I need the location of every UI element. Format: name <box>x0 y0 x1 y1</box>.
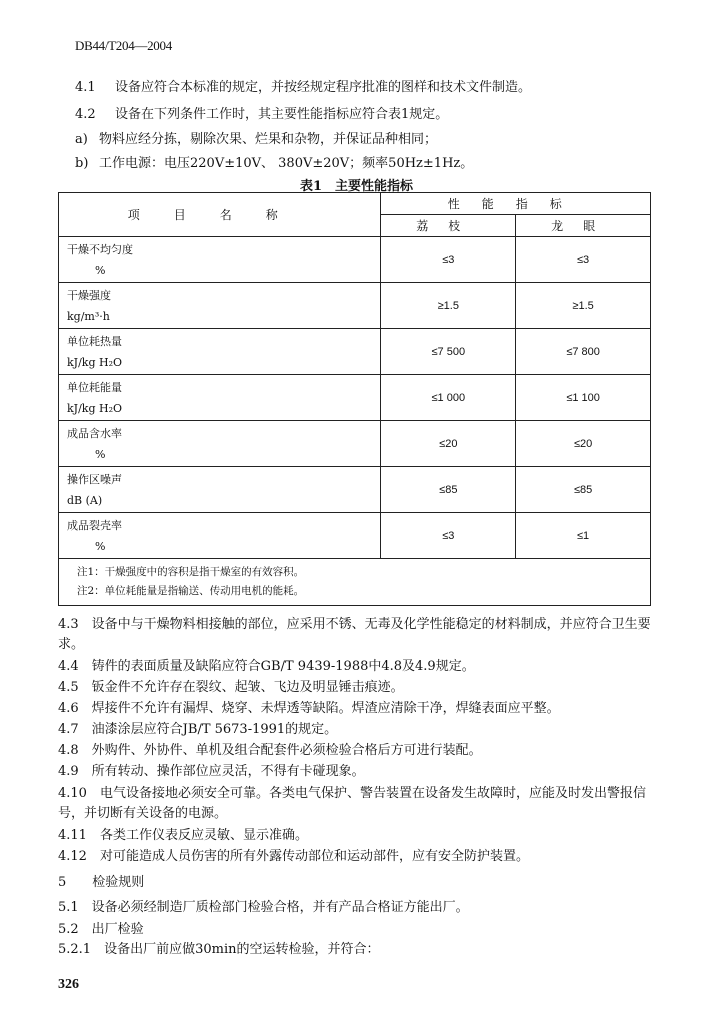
row-name-cell <box>59 467 381 513</box>
indicator-unit: % <box>95 447 106 461</box>
paragraph-4-11: 4.11 各类工作仪表反应灵敏、显示准确。 <box>58 828 308 843</box>
paragraph-4-4: 4.4 铸件的表面质量及缺陷应符合GB/T 9439-1988中4.8及4.9规定。 <box>58 659 475 674</box>
indicator-name: 干燥不均匀度 <box>67 242 133 256</box>
indicator-name: 单位耗能量 <box>67 380 122 394</box>
row-name-cell <box>59 283 381 329</box>
paragraph-4-5: 4.5 钣金件不允许存在裂纹、起皱、飞边及明显锤击痕迹。 <box>58 680 404 695</box>
clause-text: 设备应符合本标准的规定，并按经规定程序批准的图样和技术文件制造。 <box>115 80 532 95</box>
longan-value: ≥1.5 <box>516 283 651 329</box>
page-number: 326 <box>58 977 79 992</box>
paragraph-4-9: 4.9 所有转动、操作部位应灵活，不得有卡碰现象。 <box>58 764 365 779</box>
row-name-cell <box>59 421 381 467</box>
lychee-value: ≤1 000 <box>381 375 516 421</box>
indicator-name: 单位耗热量 <box>67 334 122 348</box>
item-text: 工作电源：电压220V±10V、 380V±20V；频率50Hz±1Hz。 <box>99 156 474 171</box>
performance-table <box>58 192 651 606</box>
lychee-value: ≤20 <box>381 421 516 467</box>
paragraph-4-7: 4.7 油漆涂层应符合JB/T 5673-1991的规定。 <box>58 722 338 737</box>
condition-a <box>75 131 437 149</box>
paragraph-4-8: 4.8 外购件、外协件、单机及组合配套件必须检验合格后方可进行装配。 <box>58 743 482 758</box>
indicator-unit: % <box>95 539 106 553</box>
clause-number: 4.1 <box>75 80 96 95</box>
header-longan: 龙眼 <box>516 215 651 237</box>
header-lychee: 荔枝 <box>381 215 516 237</box>
lychee-value: ≥1.5 <box>381 283 516 329</box>
clause-text: 设备在下列条件工作时，其主要性能指标应符合表1规定。 <box>115 107 449 122</box>
lychee-value: ≤7 500 <box>381 329 516 375</box>
longan-value: ≤1 100 <box>516 375 651 421</box>
indicator-name: 成品裂壳率 <box>67 518 122 532</box>
table-row <box>59 421 651 467</box>
paragraph-4-10-line-1: 4.10 电气设备接地必须安全可靠。各类电气保护、警告装置在设备发生故障时，应能及时发出警报信 <box>58 786 646 801</box>
table-row <box>59 283 651 329</box>
longan-value: ≤3 <box>516 237 651 283</box>
indicator-name: 操作区噪声 <box>67 472 122 486</box>
paragraph-4-1 <box>75 79 531 97</box>
item-label: b) <box>75 156 89 171</box>
longan-value: ≤20 <box>516 421 651 467</box>
paragraph-5-1: 5.1 设备必须经制造厂质检部门检验合格，并有产品合格证方能出厂。 <box>58 900 469 915</box>
item-text: 物料应经分拣，剔除次果、烂果和杂物，并保证品种相同； <box>99 132 438 147</box>
table-note-1: 注1：干燥强度中的容积是指干燥室的有效容积。 <box>77 566 305 578</box>
table-row <box>59 237 651 283</box>
document-code: DB44/T204—2004 <box>75 38 172 53</box>
clause-number: 4.2 <box>75 107 96 122</box>
row-name-cell <box>59 237 381 283</box>
header-item-name: 项目名称 <box>59 193 381 237</box>
header-performance: 性能指标 <box>381 193 651 215</box>
paragraph-4-10-line-2: 号，并切断有关设备的电源。 <box>58 806 228 821</box>
paragraph-5-2: 5.2 出厂检验 <box>58 922 144 937</box>
indicator-unit: kJ/kg H₂O <box>67 401 123 415</box>
section-5-heading: 5 检验规则 <box>58 875 145 890</box>
table-row <box>59 467 651 513</box>
paragraph-4-12: 4.12 对可能造成人员伤害的所有外露传动部位和运动部件，应有安全防护装置。 <box>58 849 529 864</box>
lychee-value: ≤3 <box>381 237 516 283</box>
indicator-unit: kg/m³·h <box>67 309 110 323</box>
table-notes <box>59 559 651 606</box>
row-name-cell <box>59 329 381 375</box>
condition-b <box>75 155 473 173</box>
indicator-name: 干燥强度 <box>67 288 111 302</box>
paragraph-4-3-line-1: 4.3 设备中与干燥物料相接触的部位，应采用不锈、无毒及化学性能稳定的材料制成，并应符合卫生要 <box>58 617 651 632</box>
indicator-unit: dB (A) <box>67 493 103 507</box>
row-name-cell <box>59 513 381 559</box>
longan-value: ≤1 <box>516 513 651 559</box>
paragraph-4-3-line-2: 求。 <box>58 637 85 652</box>
row-name-cell <box>59 375 381 421</box>
indicator-name: 成品含水率 <box>67 426 122 440</box>
table-caption: 表1 主要性能指标 <box>299 179 414 194</box>
paragraph-4-2 <box>75 106 448 124</box>
paragraph-4-6: 4.6 焊接件不允许有漏焊、烧穿、未焊透等缺陷。焊渣应清除干净，焊缝表面应平整。 <box>58 701 560 716</box>
paragraph-5-2-1: 5.2.1 设备出厂前应做30min的空运转检验，并符合： <box>58 942 380 957</box>
longan-value: ≤85 <box>516 467 651 513</box>
table-row <box>59 513 651 559</box>
lychee-value: ≤85 <box>381 467 516 513</box>
longan-value: ≤7 800 <box>516 329 651 375</box>
indicator-unit: kJ/kg H₂O <box>67 355 123 369</box>
indicator-unit: % <box>95 263 106 277</box>
table-row <box>59 375 651 421</box>
table-note-2: 注2：单位耗能量是指输送、传动用电机的能耗。 <box>77 585 305 597</box>
table-row <box>59 329 651 375</box>
item-label: a) <box>75 132 88 147</box>
lychee-value: ≤3 <box>381 513 516 559</box>
